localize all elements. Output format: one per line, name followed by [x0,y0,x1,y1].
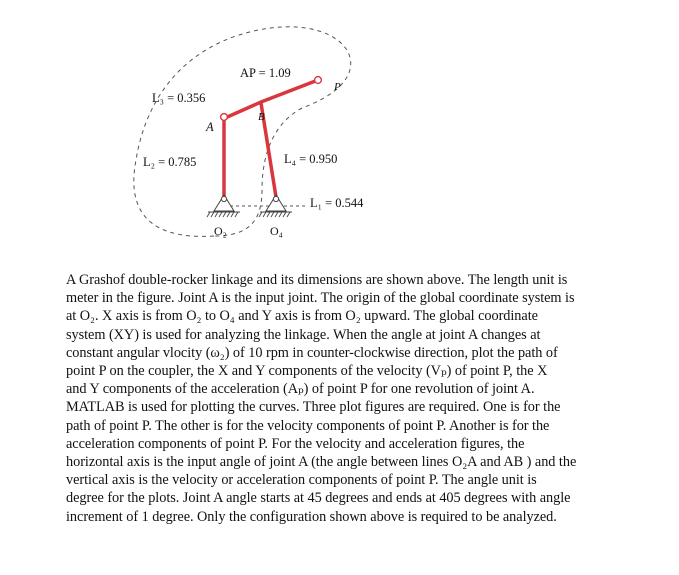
problem-line: horizontal axis is the input angle of joint A (the angle between lines O₂A and AB ) and the [66,454,577,471]
label-l3: L₃ = 0.356 [152,91,206,105]
linkage-diagram [0,0,679,270]
coupler-link [225,80,318,118]
problem-line: vertical axis is the velocity or acceleration components of point P. The angle unit is [66,472,537,489]
problem-line: A Grashof double-rocker linkage and its dimensions are shown above. The length unit is [66,272,568,288]
label-ap: AP = 1.09 [240,66,291,80]
problem-line: system (XY) is used for analyzing the linkage. When the angle at joint A changes at [66,326,541,343]
problem-statement [66,271,632,526]
problem-line: meter in the figure. Joint A is the input joint. The origin of the global coordinate system is [66,290,575,307]
problem-line: constant angular vlocity (ω₂) of 10 rpm in counter-clockwise direction, plot the path of [66,344,558,361]
problem-line: at O₂. X axis is from O₂ to O₄ and Y axis is from O₂ upward. The global coordinate [66,308,538,325]
ground-pivot-o2 [207,195,240,217]
problem-line: path of point P. The other is for the velocity components of point P. Another is for the [66,417,550,434]
problem-line: point P on the coupler, the X and Y components of the velocity (Vₚ) of point P, the X [66,363,548,380]
problem-line: increment of 1 degree. Only the configuration shown above is required to be analyzed. [66,508,557,525]
problem-line: acceleration components of point P. For the velocity and acceleration figures, the [66,435,525,452]
label-point-p: P [334,81,341,93]
problem-line: and Y components of the acceleration (Aₚ) of point P for one revolution of joint A. [66,381,535,398]
label-l4: L₄ = 0.950 [284,152,338,166]
label-l1: L₁ = 0.544 [310,196,364,210]
label-point-b: B [258,111,265,123]
point-p-marker [315,77,322,84]
problem-line: degree for the plots. Joint A angle starts at 45 degrees and ends at 405 degrees with angle [66,490,571,507]
label-o2: O₂ [214,224,227,238]
label-l2: L₂ = 0.785 [143,155,197,169]
problem-line: MATLAB is used for plotting the curves. Three plot figures are required. One is for the [66,399,561,416]
label-o4: O₄ [270,224,283,238]
label-point-a: A [206,120,214,134]
joint-a [221,114,228,121]
ground-pivot-o4 [259,195,292,217]
